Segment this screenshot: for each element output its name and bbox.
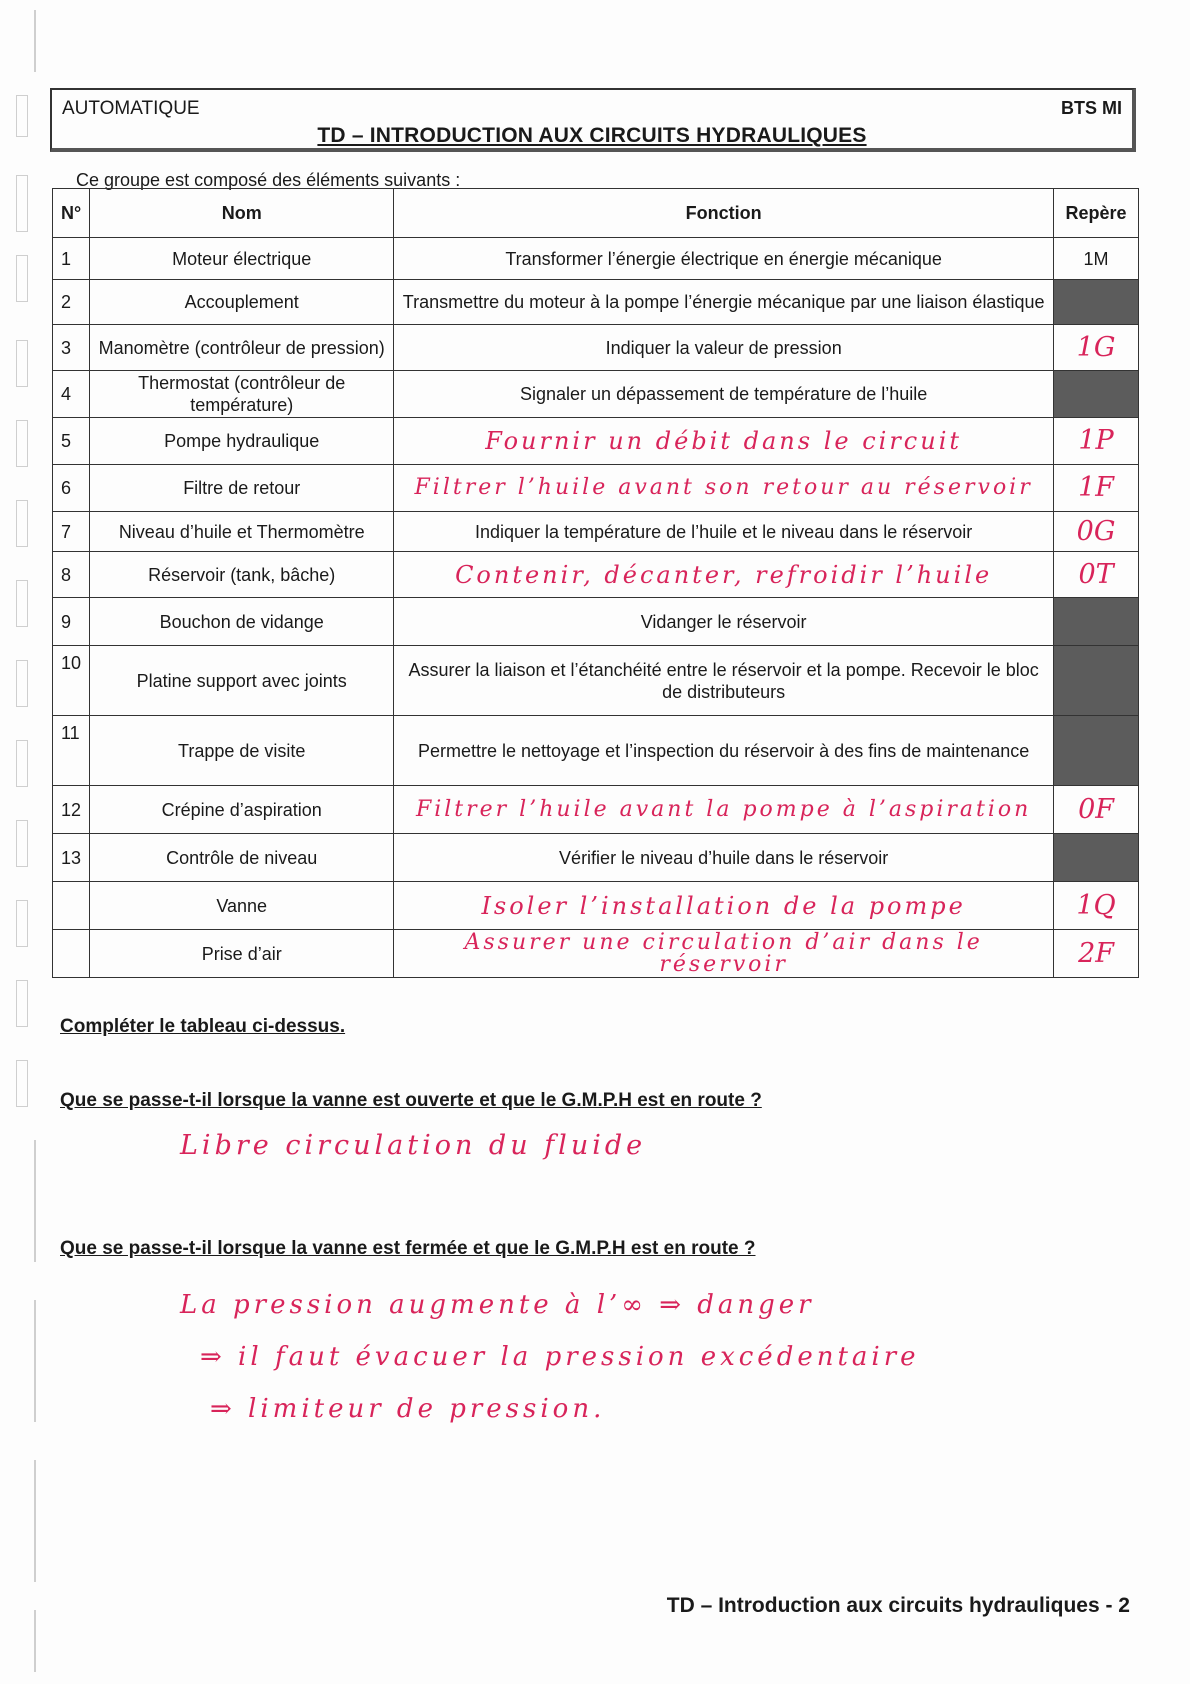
- table-row: [53, 716, 1139, 786]
- page-title: TD – INTRODUCTION AUX CIRCUITS HYDRAULIQUES: [317, 124, 867, 147]
- row-fonction-handwritten: Filtrer l’huile avant la pompe à l’aspiration: [394, 786, 1054, 834]
- row-repere-handwritten: 1G: [1054, 325, 1139, 371]
- row-nom: Platine support avec joints: [90, 646, 394, 716]
- row-fonction: Vérifier le niveau d’huile dans le réservoir: [394, 834, 1054, 882]
- table-header-row: [53, 189, 1139, 238]
- row-nom: Crépine d’aspiration: [90, 786, 394, 834]
- row-fonction: Transmettre du moteur à la pompe l’énergie mécanique par une liaison élastique: [394, 280, 1054, 325]
- row-fonction: Permettre le nettoyage et l’inspection du réservoir à des fins de maintenance: [394, 716, 1054, 786]
- row-repere-shaded: [1054, 646, 1139, 716]
- row-nom: Niveau d’huile et Thermomètre: [90, 512, 394, 552]
- row-no: 3: [53, 325, 90, 371]
- row-nom: Trappe de visite: [90, 716, 394, 786]
- table-row: [53, 646, 1139, 716]
- row-repere-handwritten: 1F: [1054, 465, 1139, 512]
- row-no: 6: [53, 465, 90, 512]
- row-no: 5: [53, 418, 90, 465]
- row-repere-handwritten: 1Q: [1054, 882, 1139, 930]
- row-no: 11: [53, 716, 90, 786]
- table-row: [53, 834, 1139, 882]
- page-footer: TD – Introduction aux circuits hydrauliques - 2: [666, 1594, 1130, 1617]
- row-nom: Contrôle de niveau: [90, 834, 394, 882]
- header-fonction: Fonction: [394, 189, 1054, 238]
- table-row: [53, 786, 1139, 834]
- row-repere-shaded: [1054, 371, 1139, 418]
- table-row: [53, 882, 1139, 930]
- row-repere-handwritten: 0F: [1054, 786, 1139, 834]
- table-row: [53, 552, 1139, 598]
- answer-2-line-2: ⇒ il faut évacuer la pression excédentaire: [200, 1342, 920, 1372]
- table-row: [53, 371, 1139, 418]
- row-no: [53, 930, 90, 978]
- row-fonction: Transformer l’énergie électrique en énergie mécanique: [394, 238, 1054, 280]
- row-no: 7: [53, 512, 90, 552]
- row-fonction: Signaler un dépassement de température de l’huile: [394, 371, 1054, 418]
- row-repere-handwritten: 0T: [1054, 552, 1139, 598]
- question-1: Que se passe-t-il lorsque la vanne est ouverte et que le G.M.P.H est en route ?: [60, 1090, 762, 1111]
- row-nom: Vanne: [90, 882, 394, 930]
- row-fonction-handwritten: Contenir, décanter, refroidir l’huile: [394, 552, 1054, 598]
- row-no: 12: [53, 786, 90, 834]
- row-no: 2: [53, 280, 90, 325]
- intro-text: Ce groupe est composé des éléments suivants :: [76, 170, 461, 190]
- components-table: [52, 188, 1139, 978]
- header-box: [50, 88, 1136, 152]
- row-fonction: Indiquer la température de l’huile et le niveau dans le réservoir: [394, 512, 1054, 552]
- row-no: 10: [53, 646, 90, 716]
- row-fonction-handwritten: Filtrer l’huile avant son retour au réservoir: [394, 465, 1054, 512]
- row-repere-shaded: [1054, 834, 1139, 882]
- row-nom: Réservoir (tank, bâche): [90, 552, 394, 598]
- row-fonction: Assurer la liaison et l’étanchéité entre le réservoir et la pompe. Recevoir le bloc de distributeurs: [394, 646, 1054, 716]
- table-row: [53, 280, 1139, 325]
- table-row: [53, 930, 1139, 978]
- row-repere-shaded: [1054, 280, 1139, 325]
- row-no: 9: [53, 598, 90, 646]
- table-row: [53, 598, 1139, 646]
- row-nom: Thermostat (contrôleur de température): [90, 371, 394, 418]
- table-row: [53, 325, 1139, 371]
- row-repere-shaded: [1054, 598, 1139, 646]
- row-no: [53, 882, 90, 930]
- row-repere-shaded: [1054, 716, 1139, 786]
- instruction-heading: Compléter le tableau ci-dessus.: [60, 1016, 346, 1037]
- row-repere-handwritten: 0G: [1054, 512, 1139, 552]
- row-fonction: Indiquer la valeur de pression: [394, 325, 1054, 371]
- row-nom: Filtre de retour: [90, 465, 394, 512]
- header-repere: Repère: [1054, 189, 1139, 238]
- row-fonction-handwritten: Fournir un débit dans le circuit: [394, 418, 1054, 465]
- row-fonction-handwritten: Isoler l’installation de la pompe: [394, 882, 1054, 930]
- question-2: Que se passe-t-il lorsque la vanne est fermée et que le G.M.P.H est en route ?: [60, 1238, 756, 1259]
- answer-1-handwritten: Libre circulation du fluide: [180, 1130, 647, 1161]
- binder-marks: [0, 0, 40, 1684]
- row-no: 1: [53, 238, 90, 280]
- table-row: [53, 465, 1139, 512]
- row-no: 8: [53, 552, 90, 598]
- answer-2-line-1: La pression augmente à l’∞ ⇒ danger: [180, 1290, 815, 1320]
- row-no: 4: [53, 371, 90, 418]
- row-repere-handwritten: 2F: [1054, 930, 1139, 978]
- row-repere: 1M: [1054, 238, 1139, 280]
- table-row: [53, 418, 1139, 465]
- row-nom: Bouchon de vidange: [90, 598, 394, 646]
- row-fonction: Vidanger le réservoir: [394, 598, 1054, 646]
- header-no: N°: [53, 189, 90, 238]
- row-no: 13: [53, 834, 90, 882]
- table-row: [53, 238, 1139, 280]
- row-nom: Accouplement: [90, 280, 394, 325]
- row-nom: Manomètre (contrôleur de pression): [90, 325, 394, 371]
- row-nom: Pompe hydraulique: [90, 418, 394, 465]
- subject-label: AUTOMATIQUE: [62, 98, 200, 119]
- row-nom: Prise d’air: [90, 930, 394, 978]
- header-nom: Nom: [90, 189, 394, 238]
- answer-2-line-3: ⇒ limiteur de pression.: [210, 1394, 606, 1424]
- table-row: [53, 512, 1139, 552]
- row-fonction-handwritten: Assurer une circulation d’air dans le réservoir: [394, 930, 1054, 978]
- row-repere-handwritten: 1P: [1054, 418, 1139, 465]
- level-label: BTS MI: [1061, 98, 1122, 118]
- row-nom: Moteur électrique: [90, 238, 394, 280]
